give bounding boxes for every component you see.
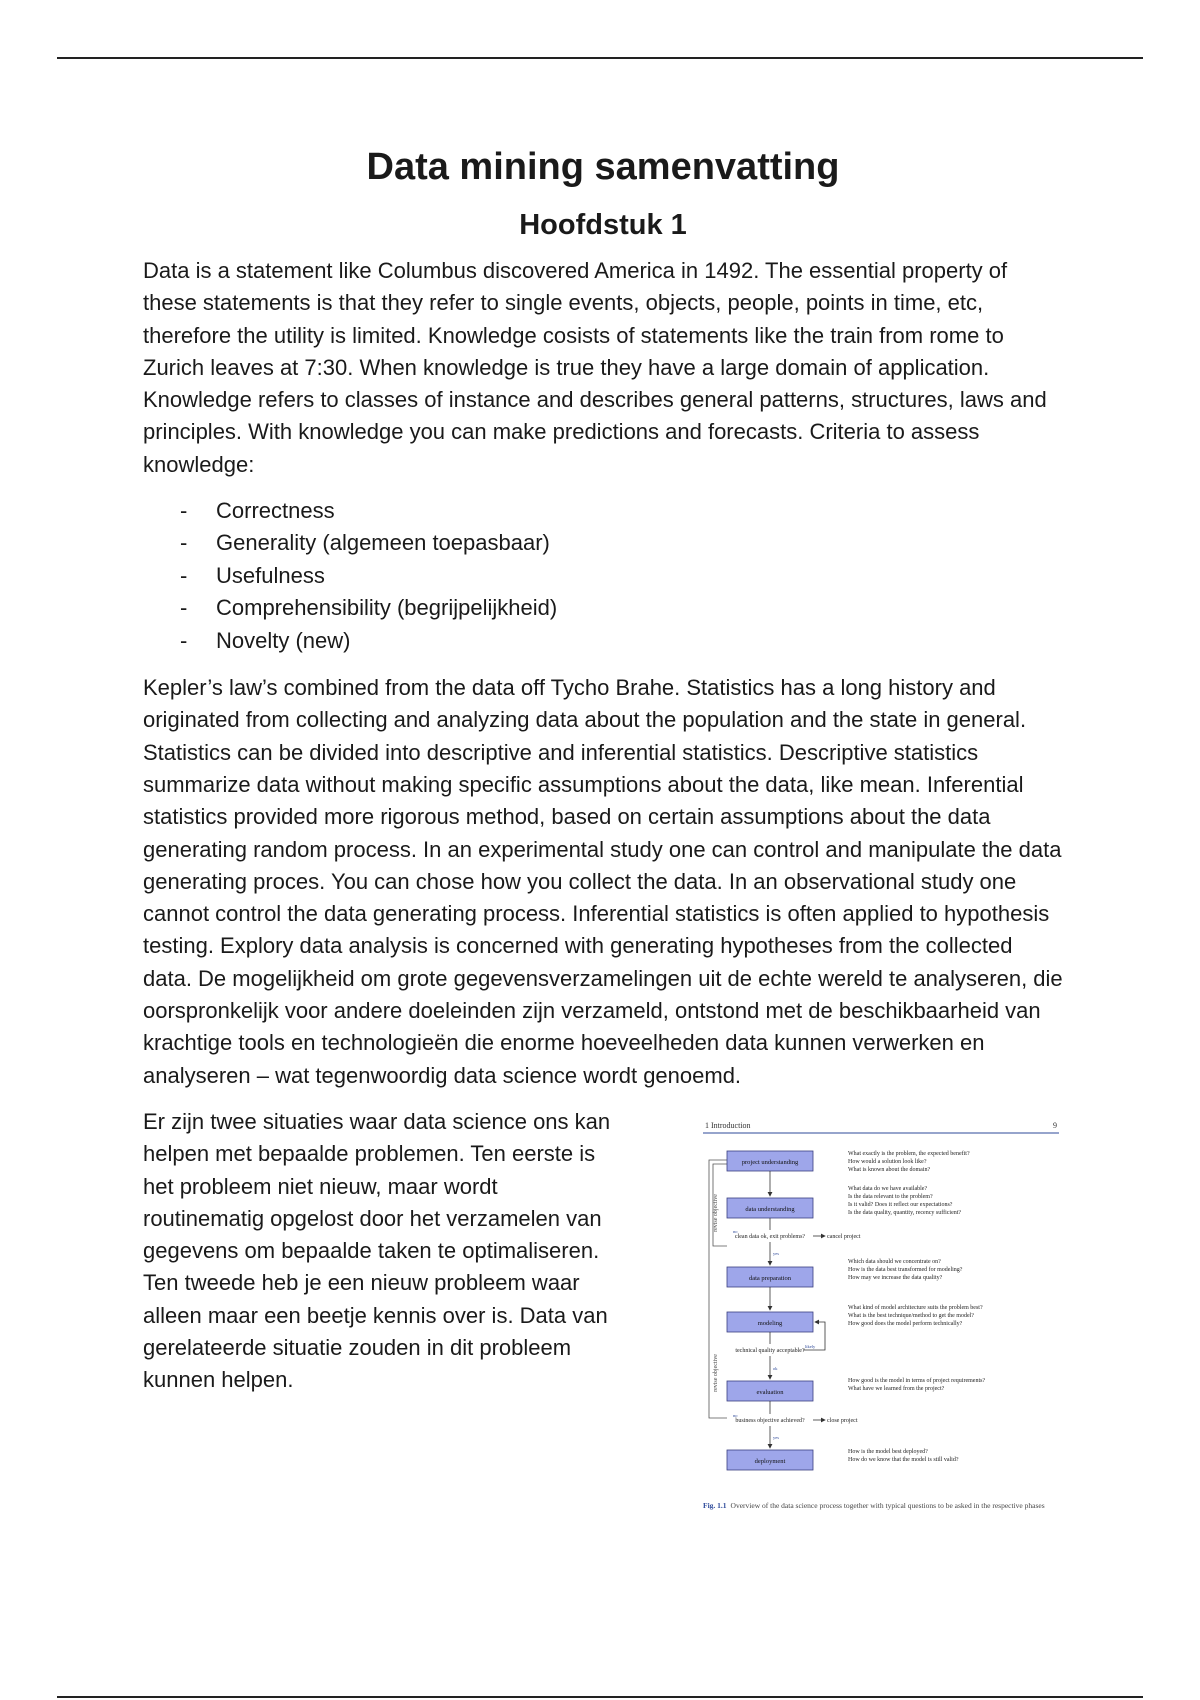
branch-label: no [733,1412,738,1418]
decision-label: clean data ok, exit problems? [734,1233,806,1240]
list-item: - Correctness [143,495,1063,527]
side-label: revise objective [713,1194,719,1232]
process-box-label: data preparation [748,1274,792,1282]
branch-label: yes [773,1250,779,1256]
process-figure [703,1118,1063,1511]
questions-group-4 [848,1304,983,1327]
question-text: How do we know that the model is still valid? [848,1456,959,1463]
question-text: What is known about the domain? [848,1166,931,1173]
branch-label: yes [773,1434,779,1440]
document-body [143,142,1063,1511]
question-text: How would a solution look like? [848,1158,927,1165]
paragraph-statistics: Kepler’s law’s combined from the data off Tycho Brahe. Statistics has a long history and originated from collecting and analyzing data about the population and the state in general. Statistics can be divided into descriptive and inferential statistics. Descriptive statistics summarize data without making specific assumptions about the data, like mean. Inferential statistics provided more rigorous method, based on certain assumptions about the data generating random process. In an experimental study one can control and manipulate the data generating proces. You can chose how you collect the data. In an observational study one cannot control the data generating process. Inferential statistics is often applied to hypothesis testing. Explory data analysis is concerned with generating hypotheses from the collected data. De mogelijkheid om grote gegevensverzamelingen uit de echte wereld te analyseren, die oorspronkelijk voor andere doeleinden zijn verzameld, ontstond met de beschikbaarheid van krachtige tools en technologieën die enorme hoeveelheden data kunnen verwerken en analyseren – wat tegenwoordig data science wordt genoemd. [143,675,1063,1088]
paragraph-knowledge: Data is a statement like Columbus discovered America in 1492. The essential property of these statements is that they refer to single events, objects, people, points in time, etc, therefore the utility is limited. Knowledge cosists of statements like the train from rome to Zurich leaves at 7:30. When knowledge is true they have a large domain of application. Knowledge refers to classes of instance and describes general patterns, structures, laws and principles. With knowledge you can make predictions and forecasts. Criteria to assess knowledge: [143,258,1047,477]
bottom-rule [57,1696,1143,1698]
questions-group-5 [848,1377,985,1392]
figure-caption-text: Overview of the data science process together with typical questions to be asked in the respective phases [730,1500,1045,1510]
question-text: What is the best technique/method to get the model? [848,1312,974,1319]
question-text: Is the data quality, quantity, recency sufficient? [848,1209,962,1216]
question-text: How is the model best deployed? [848,1448,928,1455]
document-title: Data mining samenvatting [366,146,840,188]
branch-label: ok [773,1365,778,1371]
process-box-label: modeling [757,1319,783,1327]
list-item: - Comprehensibility (begrijpelijkheid) [143,592,1063,624]
paragraph-data-science: Er zijn twee situaties waar data science ons kan helpen met bepaalde problemen. Ten eerste is het probleem niet nieuw, maar wordt routinematig opgelost door het verzamelen van gegevens om bepaalde taken te optimaliseren. Ten tweede heb je een nieuw probleem waar alleen maar een beetje kennis over is. Data van gerelateerde situatie zouden in dit probleem kunnen helpen. [143,1108,611,1393]
question-text: What kind of model architecture suits the problem best? [848,1304,983,1311]
process-box-label: project understanding [741,1158,799,1166]
question-text: What have we learned from the project? [848,1385,945,1392]
decision-label: technical quality acceptable? [735,1347,805,1354]
figure-header-right: 9 [1053,1120,1057,1130]
questions-group-2 [848,1186,961,1216]
outcome-label: close project [827,1417,858,1424]
question-text: How is the data best transformed for modeling? [848,1266,963,1273]
question-text: What exactly is the problem, the expected benefit? [848,1150,970,1157]
process-diagram [703,1118,1063,1498]
question-text: Which data should we concentrate on? [848,1258,941,1265]
questions-group-6 [848,1449,959,1463]
branch-label: no [733,1228,738,1234]
question-text: Is it valid? Does it reflect our expectations? [848,1201,953,1208]
question-text: What data do we have available? [848,1185,928,1192]
branch-label: likely [805,1343,816,1349]
question-text: How good is the model in terms of project requirements? [848,1377,986,1384]
figure-caption [703,1500,1063,1511]
list-item: - Novelty (new) [143,625,1063,657]
question-text: How good does the model perform technically? [848,1320,963,1327]
text-figure-row [143,1106,1063,1511]
question-text: How may we increase the data quality? [848,1274,943,1281]
question-text: Is the data relevant to the problem? [848,1193,933,1200]
decision-label: business objective achieved? [735,1417,805,1424]
criteria-list [143,495,1063,657]
figure-header-left: 1 Introduction [705,1120,751,1130]
process-box-label: deployment [754,1457,786,1465]
outcome-label: cancel project [827,1233,861,1240]
list-item: - Generality (algemeen toepasbaar) [143,527,1063,559]
figure-caption-label: Fig. 1.1 [703,1500,727,1510]
side-label: revise objective [713,1354,719,1392]
process-box-label: data understanding [745,1205,795,1213]
questions-group-3 [848,1259,963,1281]
top-rule [57,57,1143,59]
chapter-heading: Hoofdstuk 1 [519,209,687,241]
process-box-label: evaluation [756,1388,784,1396]
list-item: - Usefulness [143,560,1063,592]
questions-group-1 [848,1150,970,1173]
